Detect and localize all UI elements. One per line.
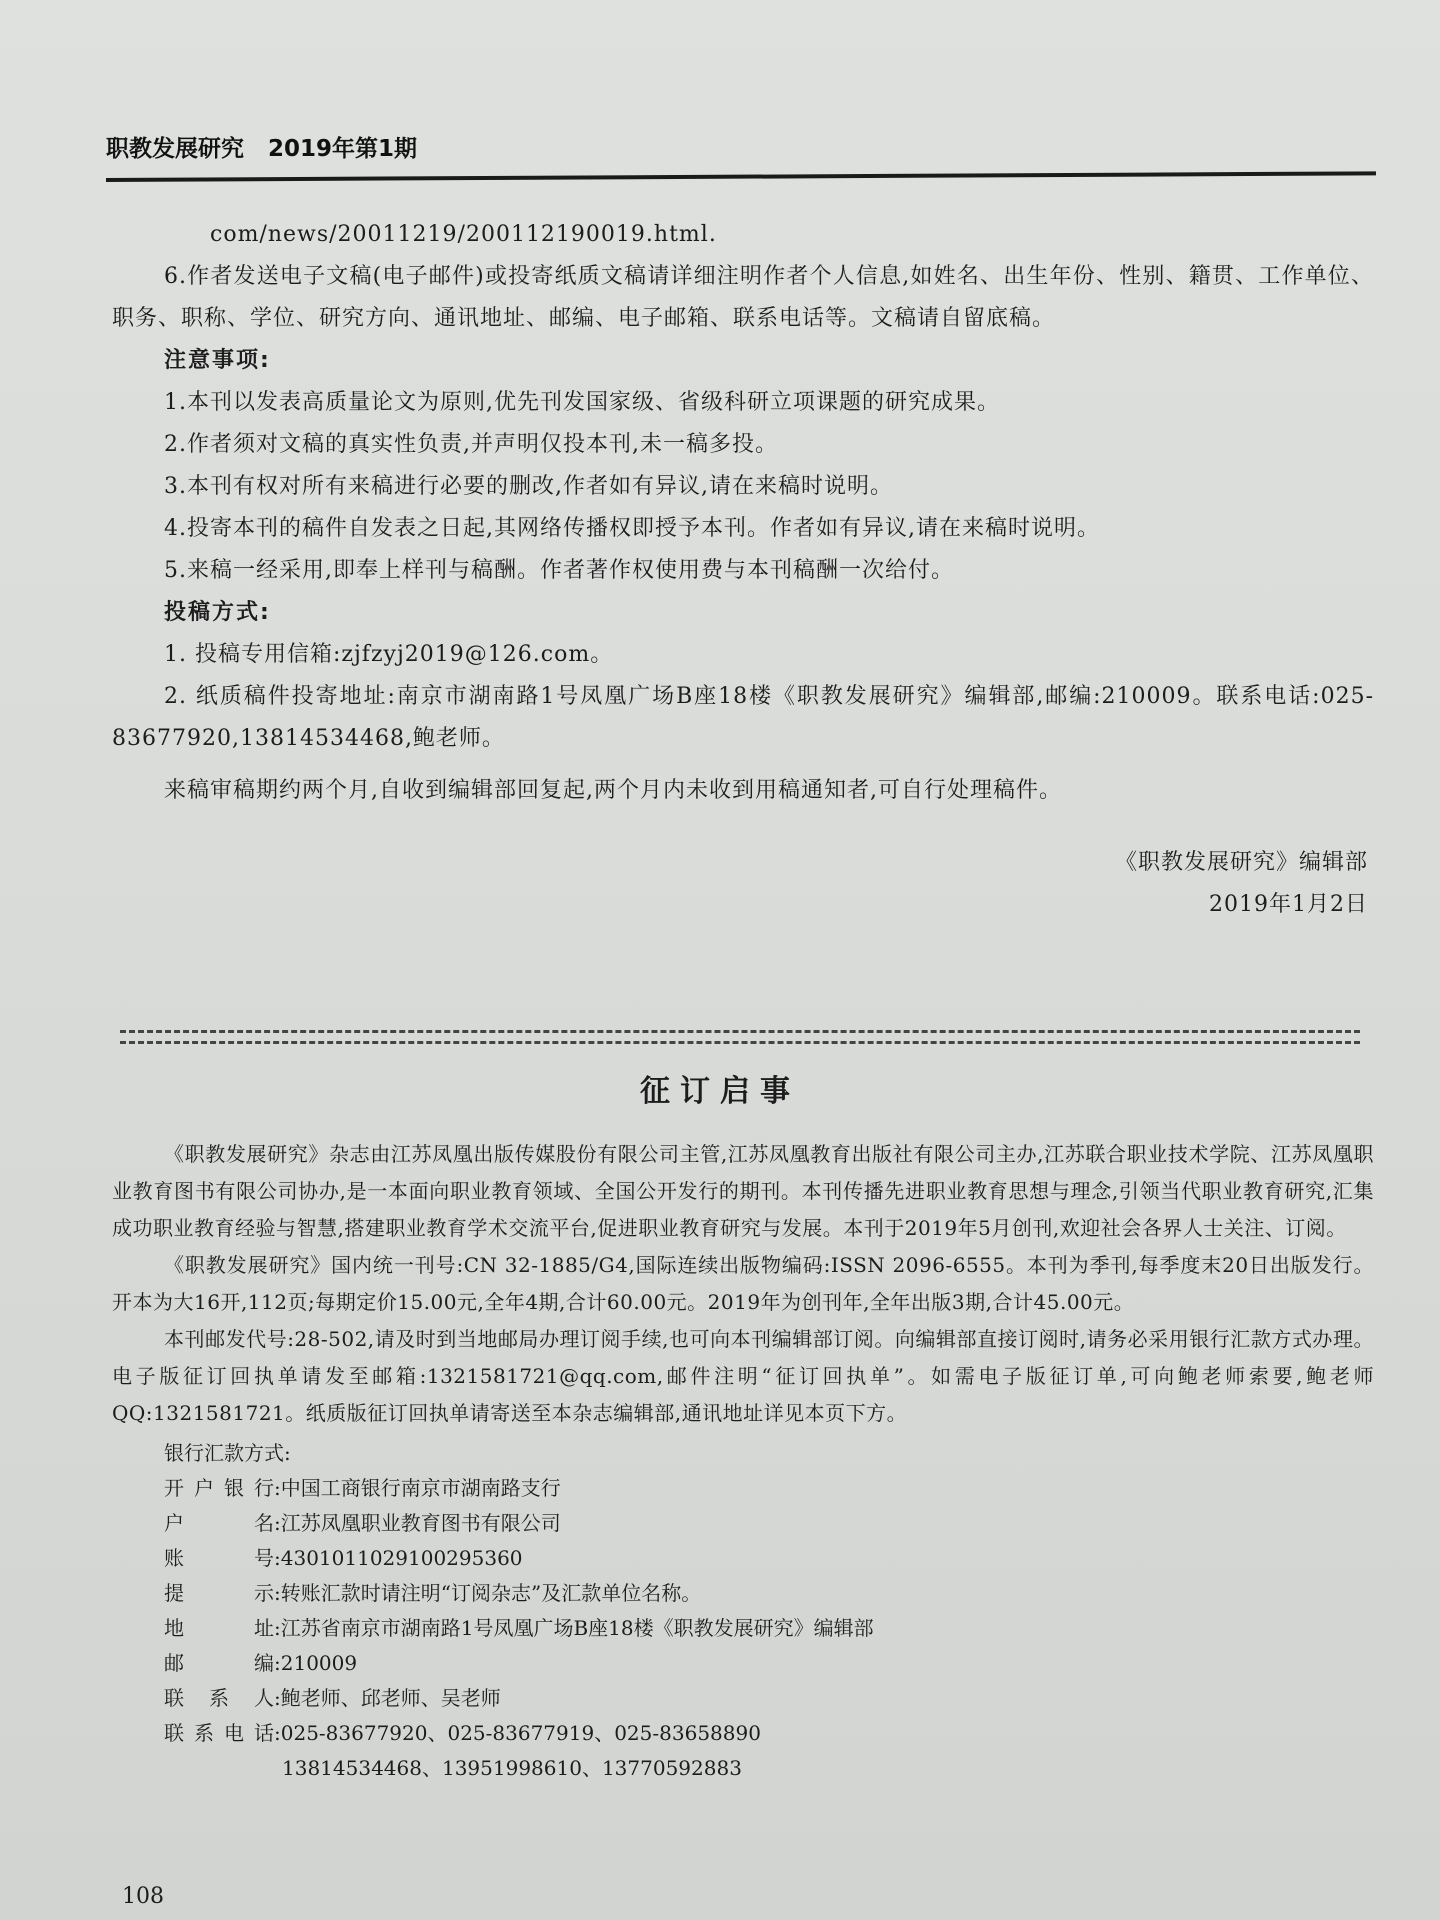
issue-label: 2019年第1期	[268, 136, 418, 162]
signature-date: 2019年1月2日	[1209, 892, 1368, 917]
bank-info-row: 开户银行:中国工商银行南京市湖南路支行	[164, 1476, 561, 1500]
subscription-paragraph: 《职教发展研究》杂志由江苏凤凰出版传媒股份有限公司主管,江苏凤凰教育出版社有限公司主办,江苏联合职业技术学院、江苏凤凰职业教育图书有限公司协办,是一本面向职业教育领域、全国公开发行的期刊。本刊传播先进职业教育思想与理念,引领当代职业教育研究,汇集成功职业教育经验与智慧,搭建职业教育学术交流平台,促进职业教育研究与发展。本刊于2019年5月创刊,欢迎社会各界人士关注、订阅。	[112, 1142, 1374, 1240]
bank-info-row: 户名:江苏凤凰职业教育图书有限公司	[164, 1511, 561, 1535]
phone-continuation: 13814534468、13951998610、13770592883	[282, 1756, 742, 1780]
submission-guidelines	[112, 214, 1374, 926]
subscription-paragraph: 本刊邮发代号:28-502,请及时到当地邮局办理订阅手续,也可向本刊编辑部订阅。向编辑部直接订阅时,请务必采用银行汇款方式办理。电子版征订回执单请发至邮箱:1321581721@qq.com,邮件注明“征订回执单”。如需电子版征订单,可向鲍老师索要,鲍老师QQ:1321581721。纸质版征订回执单请寄送至本杂志编辑部,通讯地址详见本页下方。	[112, 1327, 1374, 1425]
note-item: 3.本刊有权对所有来稿进行必要的删改,作者如有异议,请在来稿时说明。	[164, 474, 893, 499]
header-rule	[106, 171, 1376, 182]
subscription-title: 征订启事	[640, 1074, 800, 1109]
note-item: 2.作者须对文稿的真实性负责,并声明仅投本刊,未一稿多投。	[164, 432, 778, 457]
bank-info-row: 地址:江苏省南京市湖南路1号凤凰广场B座18楼《职教发展研究》编辑部	[164, 1616, 874, 1640]
bank-heading: 银行汇款方式:	[164, 1441, 291, 1465]
submission-item: 2. 纸质稿件投寄地址:南京市湖南路1号凤凰广场B座18楼《职教发展研究》编辑部,邮编:210009。联系电话:025-83677920,13814534468,鲍老师。	[112, 684, 1374, 751]
bank-info-row: 联系人:鲍老师、邱老师、吴老师	[164, 1686, 501, 1710]
subscription-paragraph: 《职教发展研究》国内统一刊号:CN 32-1885/G4,国际连续出版物编码:ISSN 2096-6555。本刊为季刊,每季度末20日出版发行。开本为大16开,112页;每期定价15.00元,全年4期,合计60.00元。2019年为创刊年,全年出版3期,合计45.00元。	[112, 1253, 1374, 1314]
bank-info-row: 账号:4301011029100295360	[164, 1546, 523, 1570]
note-item: 1.本刊以发表高质量论文为原则,优先刊发国家级、省级科研立项课题的研究成果。	[164, 390, 1000, 415]
review-note: 来稿审稿期约两个月,自收到编辑部回复起,两个月内未收到用稿通知者,可自行处理稿件。	[164, 778, 1062, 803]
submission-item: 1. 投稿专用信箱:zjfzyj2019@126.com。	[164, 642, 614, 667]
subscription-notice	[112, 1136, 1374, 1786]
page-number: 108	[122, 1884, 164, 1909]
note-item: 5.来稿一经采用,即奉上样刊与稿酬。作者著作权使用费与本刊稿酬一次给付。	[164, 558, 954, 583]
section-divider	[120, 1030, 1360, 1044]
journal-name: 职教发展研究	[106, 136, 244, 162]
notes-heading: 注意事项:	[164, 348, 271, 373]
bank-info-row: 联系电话:025-83677920、025-83677919、025-83658890	[164, 1721, 761, 1745]
guideline-item-6: 6.作者发送电子文稿(电子邮件)或投寄纸质文稿请详细注明作者个人信息,如姓名、出生年份、性别、籍贯、工作单位、职务、职称、学位、研究方向、通讯地址、邮编、电子邮箱、联系电话等。文稿请自留底稿。	[112, 264, 1374, 331]
editorial-signature: 《职教发展研究》编辑部	[1114, 850, 1368, 875]
note-item: 4.投寄本刊的稿件自发表之日起,其网络传播权即授予本刊。作者如有异议,请在来稿时说明。	[164, 516, 1100, 541]
bank-info-row: 提示:转账汇款时请注明“订阅杂志”及汇款单位名称。	[164, 1581, 702, 1605]
bank-info-row: 邮编:210009	[164, 1651, 358, 1675]
running-header	[106, 130, 417, 163]
submission-heading: 投稿方式:	[164, 600, 271, 625]
url-continuation: com/news/20011219/200112190019.html.	[210, 222, 717, 247]
